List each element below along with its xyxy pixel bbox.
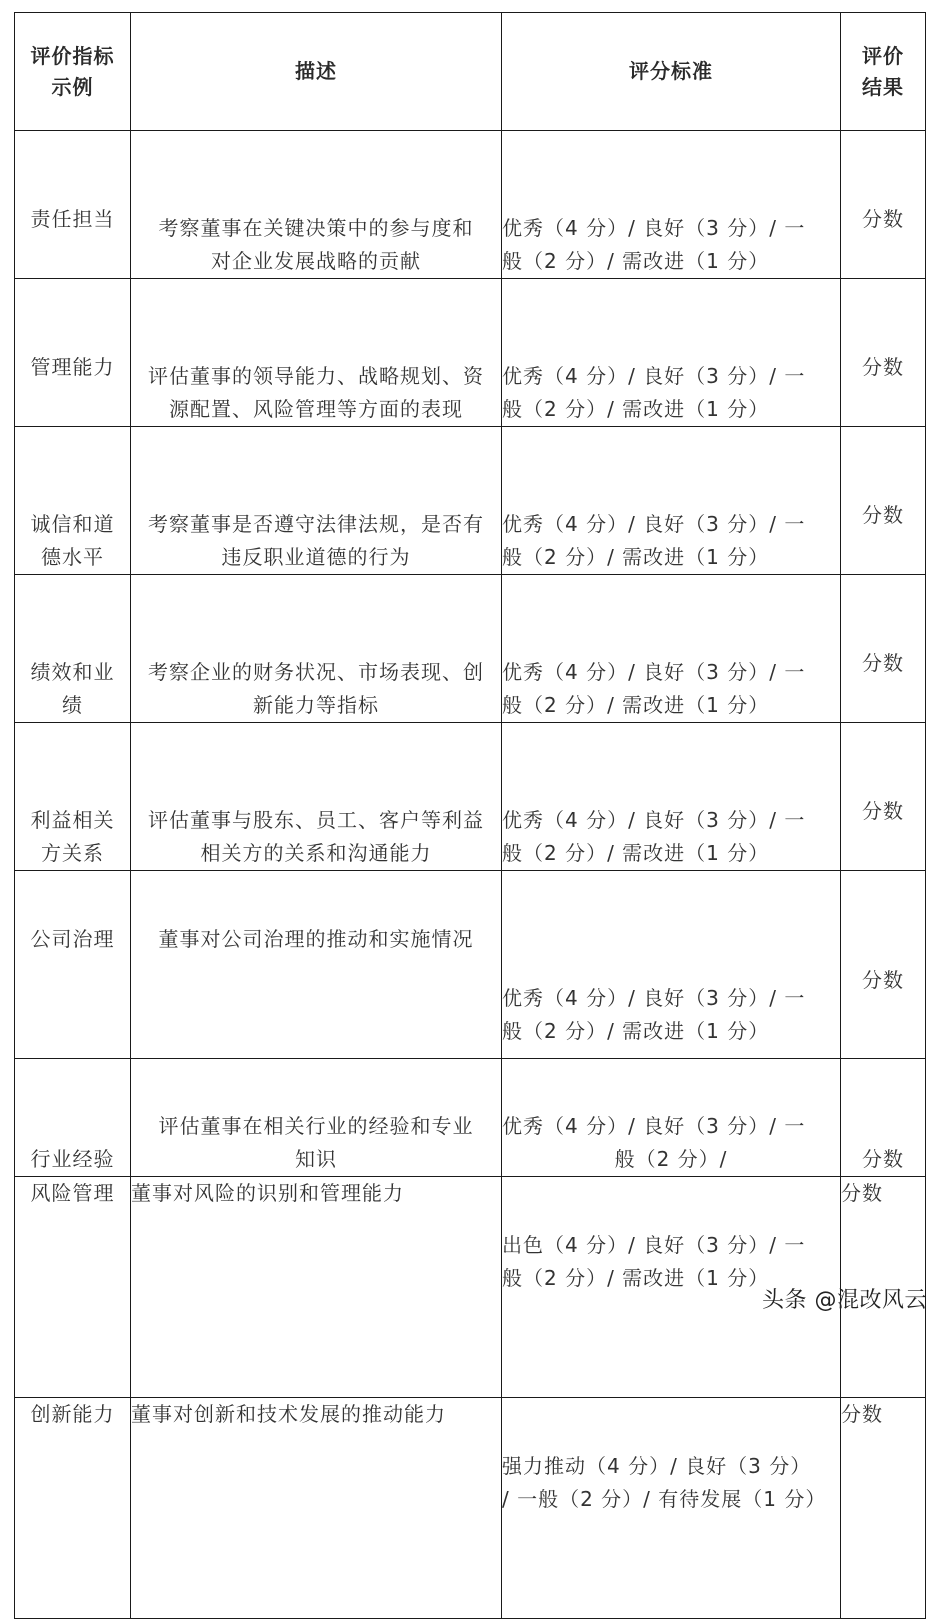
result-cell [841, 279, 926, 427]
criteria-line: 优秀（4 分）/ 良好（3 分）/ 一 [502, 660, 806, 684]
header-row [15, 13, 926, 131]
table-row [15, 279, 926, 427]
table-row [15, 723, 926, 871]
description-cell [131, 279, 502, 427]
description-line: 评估董事的领导能力、战略规划、资 [148, 364, 484, 388]
criteria-line: 优秀（4 分）/ 良好（3 分）/ 一 [502, 216, 806, 240]
criteria-cell [502, 279, 841, 427]
description-line: 新能力等指标 [253, 693, 379, 717]
description-line: 相关方的关系和沟通能力 [200, 841, 432, 865]
header-indicator [15, 13, 131, 131]
indicator-text: 责任担当 [30, 207, 115, 231]
result-cell [841, 427, 926, 575]
description-cell [131, 723, 502, 871]
criteria-cell [502, 575, 841, 723]
header-result-line: 结果 [862, 74, 904, 99]
indicator-text: 风险管理 [30, 1181, 115, 1205]
table-row [15, 1398, 926, 1619]
criteria-line: 般（2 分）/ 需改进（1 分） [502, 1266, 770, 1290]
description-line: 源配置、风险管理等方面的表现 [169, 397, 463, 421]
header-result-line: 评价 [862, 43, 904, 68]
watermark: 头条 @混改风云 [762, 1288, 927, 1313]
description-line: 考察企业的财务状况、市场表现、创 [148, 660, 484, 684]
result-text: 分数 [841, 1181, 883, 1205]
criteria-cell [502, 1398, 841, 1619]
criteria-line: 般（2 分）/ 需改进（1 分） [502, 841, 770, 865]
header-indicator-line: 评价指标 [30, 43, 115, 68]
result-cell [841, 575, 926, 723]
criteria-line: 般（2 分）/ [614, 1147, 728, 1171]
indicator-text: 创新能力 [30, 1402, 115, 1426]
criteria-line: 般（2 分）/ 需改进（1 分） [502, 693, 770, 717]
criteria-line: 出色（4 分）/ 良好（3 分）/ 一 [502, 1233, 806, 1257]
indicator-line: 绩效和业 [30, 660, 115, 684]
indicator-cell [15, 1398, 131, 1619]
header-criteria-label: 评分标准 [629, 59, 713, 83]
result-text: 分数 [862, 799, 904, 823]
indicator-cell [15, 723, 131, 871]
description-cell [131, 1059, 502, 1177]
description-cell [131, 131, 502, 279]
description-line: 评估董事与股东、员工、客户等利益 [148, 808, 484, 832]
result-cell [841, 131, 926, 279]
criteria-line: 般（2 分）/ 需改进（1 分） [502, 1019, 770, 1043]
description-line: 考察董事在关键决策中的参与度和 [158, 216, 474, 240]
criteria-line: 优秀（4 分）/ 良好（3 分）/ 一 [502, 364, 806, 388]
result-cell [841, 1398, 926, 1619]
indicator-cell [15, 1177, 131, 1398]
description-cell [131, 575, 502, 723]
result-cell [841, 1059, 926, 1177]
result-cell [841, 723, 926, 871]
header-result [841, 13, 926, 131]
header-description [131, 13, 502, 131]
evaluation-table [14, 12, 926, 1619]
criteria-cell [502, 427, 841, 575]
table-row [15, 871, 926, 1059]
result-text: 分数 [862, 968, 904, 992]
description-line: 董事对公司治理的推动和实施情况 [158, 927, 474, 951]
description-line: 对企业发展战略的贡献 [211, 249, 421, 273]
indicator-text: 行业经验 [30, 1147, 115, 1171]
criteria-cell [502, 131, 841, 279]
criteria-line: 强力推动（4 分）/ 良好（3 分） [502, 1454, 812, 1478]
criteria-line: 优秀（4 分）/ 良好（3 分）/ 一 [502, 1114, 806, 1138]
result-text: 分数 [862, 207, 904, 231]
indicator-line: 方关系 [41, 841, 104, 865]
description-cell [131, 1177, 502, 1398]
description-cell [131, 1398, 502, 1619]
criteria-line: 般（2 分）/ 需改进（1 分） [502, 545, 770, 569]
header-criteria [502, 13, 841, 131]
criteria-line: 优秀（4 分）/ 良好（3 分）/ 一 [502, 512, 806, 536]
header-indicator-line: 示例 [51, 74, 94, 99]
criteria-cell [502, 723, 841, 871]
criteria-line: 优秀（4 分）/ 良好（3 分）/ 一 [502, 986, 806, 1010]
indicator-cell [15, 1059, 131, 1177]
indicator-line: 利益相关 [30, 808, 115, 832]
indicator-cell [15, 131, 131, 279]
result-text: 分数 [862, 651, 904, 675]
criteria-cell [502, 1059, 841, 1177]
table-row [15, 575, 926, 723]
description-line: 违反职业道德的行为 [221, 545, 411, 569]
indicator-text: 公司治理 [30, 927, 115, 951]
indicator-cell [15, 871, 131, 1059]
result-cell [841, 871, 926, 1059]
indicator-cell [15, 575, 131, 723]
criteria-line: 优秀（4 分）/ 良好（3 分）/ 一 [502, 808, 806, 832]
description-cell [131, 871, 502, 1059]
criteria-line: 般（2 分）/ 需改进（1 分） [502, 249, 770, 273]
description-line: 评估董事在相关行业的经验和专业 [158, 1114, 474, 1138]
description-cell [131, 427, 502, 575]
criteria-line: 般（2 分）/ 需改进（1 分） [502, 397, 770, 421]
table-row [15, 427, 926, 575]
indicator-cell [15, 427, 131, 575]
criteria-cell [502, 871, 841, 1059]
criteria-line: / 一般（2 分）/ 有待发展（1 分） [502, 1487, 827, 1511]
result-text: 分数 [862, 1147, 904, 1171]
indicator-text: 管理能力 [30, 355, 115, 379]
description-line: 董事对风险的识别和管理能力 [131, 1181, 404, 1205]
indicator-cell [15, 279, 131, 427]
result-text: 分数 [862, 503, 904, 527]
description-line: 考察董事是否遵守法律法规，是否有 [148, 512, 484, 536]
indicator-line: 绩 [62, 693, 83, 717]
result-text: 分数 [862, 355, 904, 379]
description-line: 知识 [295, 1147, 337, 1171]
header-description-label: 描述 [295, 59, 337, 83]
result-text: 分数 [841, 1402, 883, 1426]
description-line: 董事对创新和技术发展的推动能力 [131, 1402, 446, 1426]
indicator-line: 德水平 [41, 545, 104, 569]
table-row [15, 131, 926, 279]
table-row [15, 1059, 926, 1177]
indicator-line: 诚信和道 [30, 512, 115, 536]
